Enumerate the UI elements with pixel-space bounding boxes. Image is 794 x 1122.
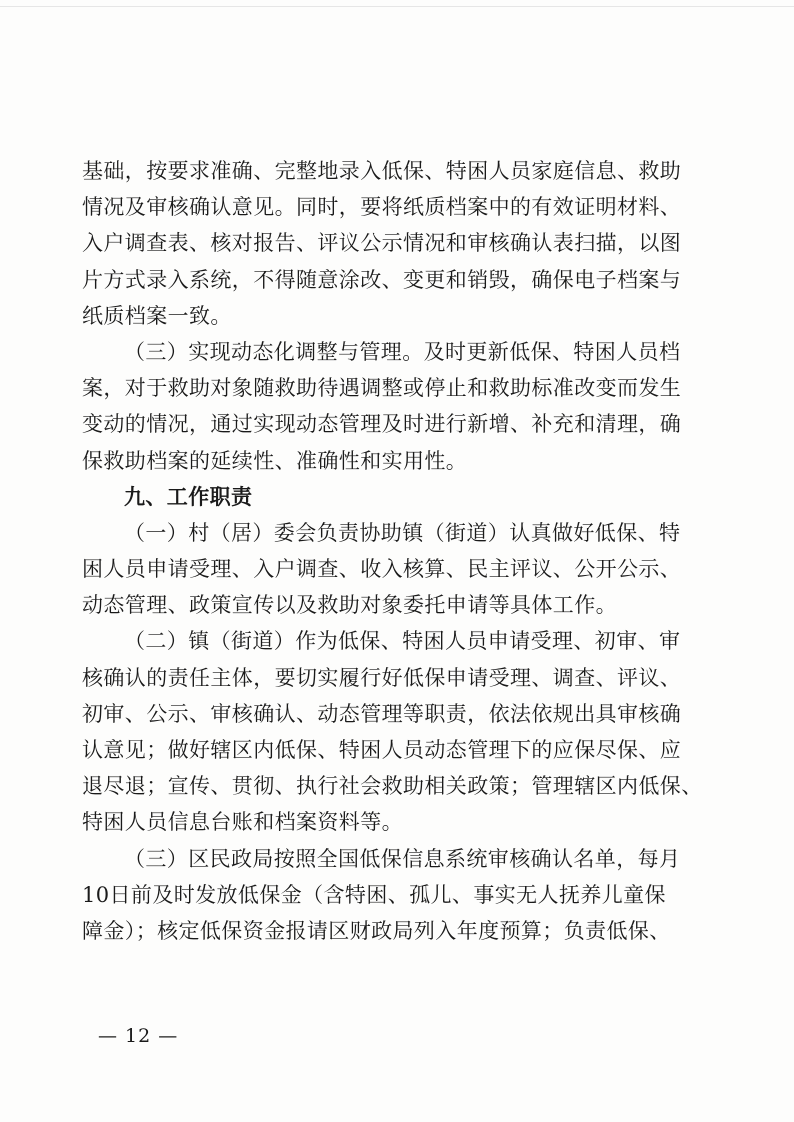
text-line: 退尽退；宣传、贯彻、执行社会救助相关政策；管理辖区内低保、 [82,774,703,799]
text-line: 10日前及时发放低保金（含特困、孤儿、事实无人抚养儿童保 [82,882,666,907]
text-line: 障金）；核定低保资金报请区财政局列入年度预算；负责低保、 [82,918,671,943]
text-line: 初审、公示、审核确认、动态管理等职责，依法依规出具审核确 [82,701,682,726]
text-line: 动态管理、政策宣传以及救助对象委托申请等具体工作。 [82,593,617,618]
text-line: 基础，按要求准确、完整地录入低保、特困人员家庭信息、救助 [82,159,682,183]
top-edge-divider [0,6,794,7]
text-line: （三）区民政局按照全国低保信息系统审核确认名单，每月 [124,846,681,871]
text-line: 案，对于救助对象随救助待遇调整或停止和救助标准改变而发生 [82,376,682,401]
text-line: 片方式录入系统，不得随意涂改、变更和销毁，确保电子档案与 [82,267,682,292]
text-line: 特困人员信息台账和档案资料等。 [82,810,403,835]
text-line: （三）实现动态化调整与管理。及时更新低保、特困人员档 [124,339,681,364]
text-line: 变动的情况，通过实现动态管理及时进行新增、补充和清理，确 [82,412,682,437]
text-line: （一）村（居）委会负责协助镇（街道）认真做好低保、特 [124,520,681,545]
text-line: 认意见；做好辖区内低保、特困人员动态管理下的应保尽保、应 [82,738,682,762]
text-line: 核确认的责任主体，要切实履行好低保申请受理、调查、评议、 [82,665,682,690]
text-line: 困人员申请受理、入户调查、收入核算、民主评议、公开公示、 [82,557,682,582]
text-line: （二）镇（街道）作为低保、特困人员申请受理、初审、审 [124,629,681,654]
section-heading: 九、工作职责 [124,484,253,509]
page-number: — 12 — [98,1025,179,1047]
text-line: 纸质档案一致。 [82,303,232,328]
text-line: 入户调查表、核对报告、评议公示情况和审核确认表扫描，以图 [82,231,682,256]
text-line: 情况及审核确认意见。同时，要将纸质档案中的有效证明材料、 [82,195,682,220]
text-line: 保救助档案的延续性、准确性和实用性。 [82,448,468,473]
document-body [82,153,703,949]
